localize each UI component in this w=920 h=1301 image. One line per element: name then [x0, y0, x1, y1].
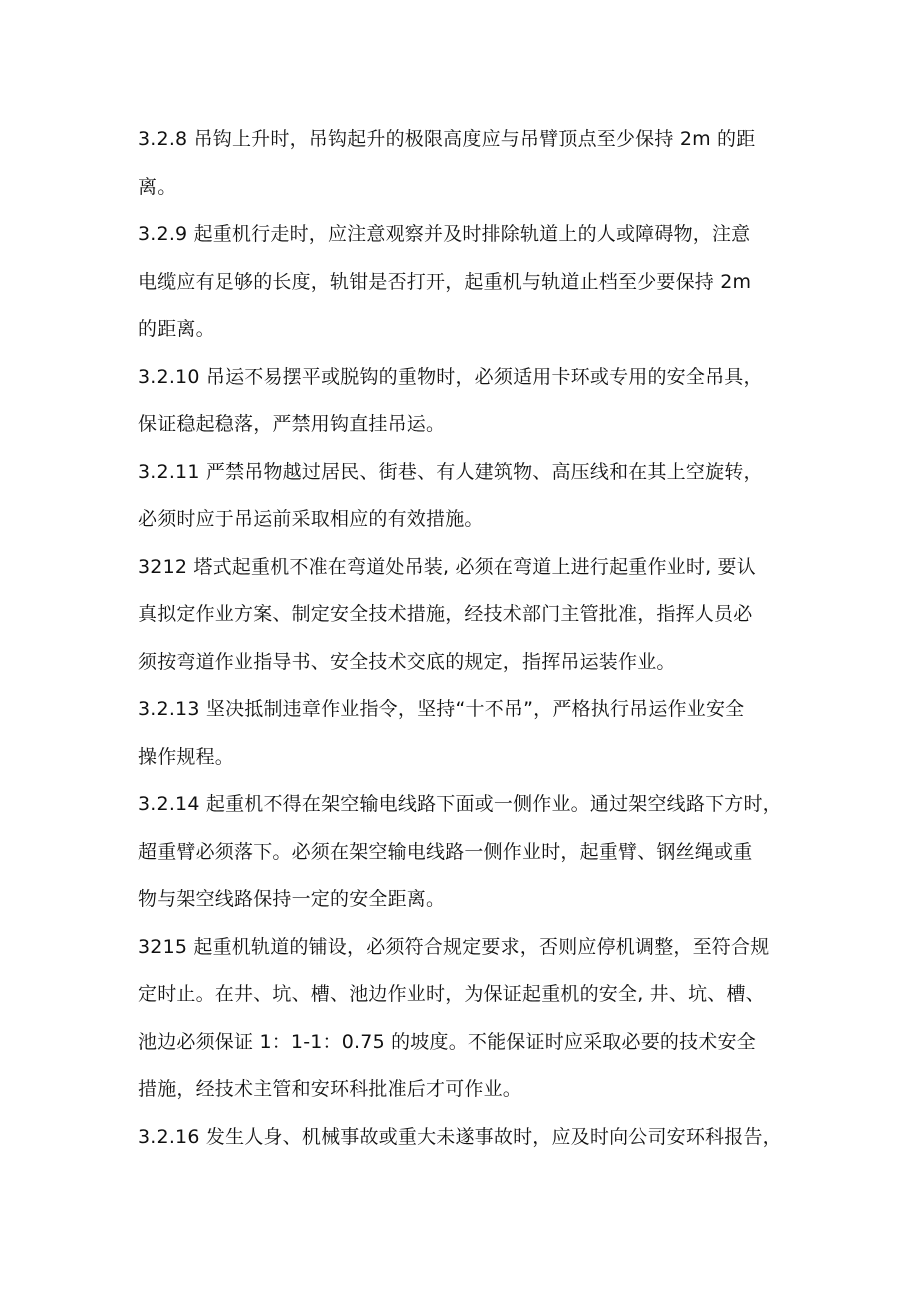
text-line: 物与架空线路保持一定的安全距离。 — [138, 888, 446, 910]
clause-3-2-14 — [138, 781, 798, 924]
text-line: 3.2.11 严禁吊物越过居民、街巷、有人建筑物、高压线和在其上空旋转， — [138, 460, 763, 483]
clause-3-2-13 — [138, 686, 798, 781]
clause-3-2-9 — [138, 211, 798, 354]
clause-3-2-8 — [138, 116, 798, 211]
text-line: 必须时应于吊运前采取相应的有效措施。 — [138, 508, 484, 530]
text-line: 3.2.13 坚决抵制违章作业指令，坚持“十不吊”，严格执行吊运作业安全 — [138, 698, 745, 720]
text-line: 真拟定作业方案、制定安全技术措施，经技术部门主管批准，指挥人员必 — [138, 603, 753, 625]
clause-3-2-11 — [138, 449, 798, 544]
text-line: 定时止。在井、坑、槽、池边作业时，为保证起重机的安全, 井、坑、槽、 — [138, 983, 765, 1005]
text-line: 池边必须保证 1：1-1：0.75 的坡度。不能保证时应采取必要的技术安全 — [138, 1030, 756, 1053]
clause-3215 — [138, 924, 798, 1114]
text-line: 3.2.8 吊钩上升时，吊钩起升的极限高度应与吊臂顶点至少保持 2m 的距 — [138, 128, 756, 150]
clause-3-2-16 — [138, 1114, 798, 1162]
text-line: 3215 起重机轨道的铺设，必须符合规定要求，否则应停机调整，至符合规 — [138, 935, 770, 958]
text-line: 的距离。 — [138, 318, 215, 340]
document-body — [138, 116, 798, 1161]
clause-3212 — [138, 544, 798, 687]
text-line: 离。 — [138, 175, 177, 198]
text-line: 措施，经技术主管和安环科批准后才可作业。 — [138, 1078, 523, 1100]
text-line: 3.2.9 起重机行走时，应注意观察并及时排除轨道上的人或障碍物，注意 — [138, 223, 751, 245]
text-line: 须按弯道作业指导书、安全技术交底的规定，指挥吊运装作业。 — [138, 650, 676, 673]
text-line: 操作规程。 — [138, 745, 235, 768]
text-line: 超重臂必须落下。必须在架空输电线路一侧作业时，起重臂、钢丝绳或重 — [138, 840, 753, 863]
text-line: 3.2.14 起重机不得在架空输电线路下面或一侧作业。通过架空线路下方时， — [138, 793, 782, 815]
text-line: 3.2.10 吊运不易摆平或脱钩的重物时，必须适用卡环或专用的安全吊具， — [138, 365, 763, 388]
text-line: 3.2.16 发生人身、机械事故或重大未遂事故时，应及时向公司安环科报告， — [138, 1125, 782, 1148]
text-line: 电缆应有足够的长度，轨钳是否打开，起重机与轨道止档至少要保持 2m — [138, 270, 752, 293]
text-line: 3212 塔式起重机不准在弯道处吊装, 必须在弯道上进行起重作业时, 要认 — [138, 555, 756, 578]
text-line: 保证稳起稳落，严禁用钩直挂吊运。 — [138, 413, 446, 435]
clause-3-2-10 — [138, 354, 798, 449]
